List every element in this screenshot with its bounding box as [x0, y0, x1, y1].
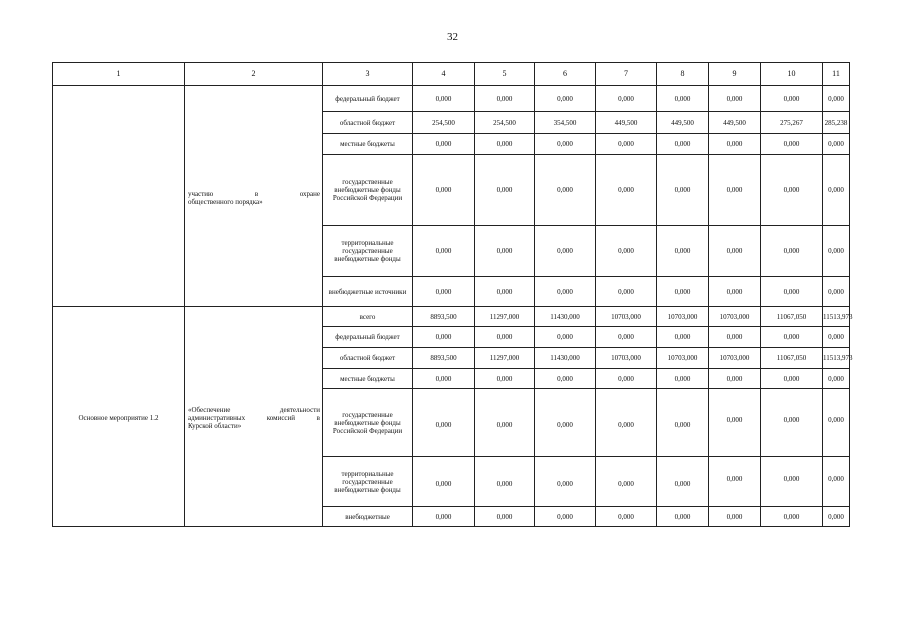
- measure-cell: [53, 86, 185, 307]
- value-cell: 0,000: [657, 507, 709, 527]
- value-cell: 0,000: [657, 457, 709, 507]
- value-cell: 0,000: [761, 457, 823, 507]
- value-cell: 0,000: [475, 134, 535, 155]
- funding-source: государственные внебюджетные фонды Российской Федерации: [323, 155, 413, 226]
- value-cell: 0,000: [761, 327, 823, 348]
- value-cell: 0,000: [709, 389, 761, 457]
- value-cell: 0,000: [596, 327, 657, 348]
- value-cell: 254,500: [475, 112, 535, 134]
- value-cell: 449,500: [657, 112, 709, 134]
- value-cell: 0,000: [596, 155, 657, 226]
- value-cell: 0,000: [709, 507, 761, 527]
- value-cell: 0,000: [823, 86, 850, 112]
- value-cell: 0,000: [657, 155, 709, 226]
- value-cell: 449,500: [709, 112, 761, 134]
- value-cell: 11067,050: [761, 348, 823, 369]
- value-cell: 0,000: [535, 226, 596, 277]
- funding-source: государственные внебюджетные фонды Российской Федерации: [323, 389, 413, 457]
- column-header: 3: [323, 63, 413, 86]
- funding-source: внебюджетные источники: [323, 277, 413, 307]
- value-cell: 10703,000: [596, 348, 657, 369]
- value-cell: 0,000: [657, 369, 709, 389]
- value-cell: 0,000: [823, 369, 850, 389]
- value-cell: 10703,000: [709, 307, 761, 327]
- value-cell: 0,000: [475, 389, 535, 457]
- funding-source: внебюджетные: [323, 507, 413, 527]
- budget-table: [52, 62, 853, 527]
- value-cell: 0,000: [657, 134, 709, 155]
- value-cell: 11067,050: [761, 307, 823, 327]
- description-line: административных комиссий в: [188, 414, 320, 422]
- description-line: Курской области»: [188, 422, 242, 430]
- funding-source: областной бюджет: [323, 112, 413, 134]
- value-cell: 0,000: [657, 86, 709, 112]
- value-cell: 0,000: [413, 389, 475, 457]
- value-cell: 11513,973: [823, 307, 850, 327]
- value-cell: 0,000: [596, 277, 657, 307]
- table-row: [53, 307, 850, 327]
- value-cell: 0,000: [709, 86, 761, 112]
- value-cell: 0,000: [413, 507, 475, 527]
- value-cell: 0,000: [709, 134, 761, 155]
- description-cell: [185, 307, 323, 527]
- funding-source: федеральный бюджет: [323, 327, 413, 348]
- value-cell: 0,000: [709, 457, 761, 507]
- value-cell: 0,000: [475, 155, 535, 226]
- funding-source: территориальные государственные внебюджетные фонды: [323, 226, 413, 277]
- funding-source: местные бюджеты: [323, 369, 413, 389]
- value-cell: 0,000: [475, 226, 535, 277]
- value-cell: 0,000: [823, 134, 850, 155]
- value-cell: 8893,500: [413, 307, 475, 327]
- value-cell: 0,000: [475, 277, 535, 307]
- value-cell: 0,000: [823, 507, 850, 527]
- value-cell: 285,238: [823, 112, 850, 134]
- value-cell: 10703,000: [596, 307, 657, 327]
- value-cell: 0,000: [709, 226, 761, 277]
- description-line: «Обеспечение деятельности: [188, 406, 320, 414]
- table-row: [53, 86, 850, 112]
- funding-source: местные бюджеты: [323, 134, 413, 155]
- value-cell: 0,000: [596, 389, 657, 457]
- value-cell: 0,000: [709, 369, 761, 389]
- value-cell: 0,000: [761, 134, 823, 155]
- value-cell: 354,500: [535, 112, 596, 134]
- table-header-row: [53, 63, 850, 86]
- value-cell: 11297,000: [475, 348, 535, 369]
- value-cell: 0,000: [823, 457, 850, 507]
- column-header: 9: [709, 63, 761, 86]
- value-cell: 0,000: [535, 389, 596, 457]
- value-cell: 254,500: [413, 112, 475, 134]
- column-header: 4: [413, 63, 475, 86]
- value-cell: 0,000: [413, 155, 475, 226]
- value-cell: 0,000: [709, 277, 761, 307]
- measure-name: Основное мероприятие 1.2: [78, 414, 159, 422]
- value-cell: 449,500: [596, 112, 657, 134]
- value-cell: 0,000: [475, 327, 535, 348]
- funding-source: федеральный бюджет: [323, 86, 413, 112]
- funding-source: территориальные государственные внебюджетные фонды: [323, 457, 413, 507]
- value-cell: 0,000: [596, 134, 657, 155]
- measure-cell: [53, 307, 185, 527]
- column-header: 1: [53, 63, 185, 86]
- value-cell: 0,000: [535, 507, 596, 527]
- column-header: 2: [185, 63, 323, 86]
- value-cell: 0,000: [657, 389, 709, 457]
- value-cell: 11430,000: [535, 348, 596, 369]
- value-cell: 0,000: [761, 155, 823, 226]
- value-cell: 0,000: [823, 155, 850, 226]
- value-cell: 11513,973: [823, 348, 850, 369]
- value-cell: 0,000: [823, 226, 850, 277]
- value-cell: 0,000: [709, 327, 761, 348]
- column-header: 11: [823, 63, 850, 86]
- value-cell: 0,000: [413, 134, 475, 155]
- value-cell: 0,000: [823, 327, 850, 348]
- value-cell: 0,000: [657, 277, 709, 307]
- description-line: общественного порядка»: [188, 197, 263, 206]
- column-header: 6: [535, 63, 596, 86]
- page-number: 32: [447, 31, 458, 43]
- value-cell: 0,000: [413, 327, 475, 348]
- column-header: 7: [596, 63, 657, 86]
- value-cell: 0,000: [475, 369, 535, 389]
- value-cell: 0,000: [596, 457, 657, 507]
- column-header: 5: [475, 63, 535, 86]
- value-cell: 0,000: [413, 277, 475, 307]
- value-cell: 10703,000: [657, 348, 709, 369]
- value-cell: 0,000: [657, 327, 709, 348]
- funding-source: областной бюджет: [323, 348, 413, 369]
- value-cell: 0,000: [535, 327, 596, 348]
- value-cell: 0,000: [475, 86, 535, 112]
- value-cell: 0,000: [761, 389, 823, 457]
- column-header: 8: [657, 63, 709, 86]
- column-header: 10: [761, 63, 823, 86]
- value-cell: 0,000: [761, 226, 823, 277]
- value-cell: 11430,000: [535, 307, 596, 327]
- value-cell: 0,000: [413, 226, 475, 277]
- value-cell: 8893,500: [413, 348, 475, 369]
- value-cell: 0,000: [596, 86, 657, 112]
- description-line: участию в охране: [188, 189, 320, 198]
- value-cell: 0,000: [535, 134, 596, 155]
- value-cell: 275,267: [761, 112, 823, 134]
- value-cell: 0,000: [535, 86, 596, 112]
- value-cell: 0,000: [475, 507, 535, 527]
- value-cell: 0,000: [709, 155, 761, 226]
- value-cell: 0,000: [823, 277, 850, 307]
- value-cell: 0,000: [413, 86, 475, 112]
- value-cell: 0,000: [761, 369, 823, 389]
- value-cell: 0,000: [535, 155, 596, 226]
- value-cell: 0,000: [535, 277, 596, 307]
- value-cell: 0,000: [413, 457, 475, 507]
- value-cell: 0,000: [657, 226, 709, 277]
- value-cell: 0,000: [596, 369, 657, 389]
- value-cell: 0,000: [475, 457, 535, 507]
- value-cell: 0,000: [596, 226, 657, 277]
- value-cell: 0,000: [761, 507, 823, 527]
- value-cell: 0,000: [596, 507, 657, 527]
- value-cell: 0,000: [413, 369, 475, 389]
- value-cell: 0,000: [761, 86, 823, 112]
- value-cell: 0,000: [761, 277, 823, 307]
- value-cell: 10703,000: [657, 307, 709, 327]
- description-cell: [185, 86, 323, 307]
- value-cell: 0,000: [823, 389, 850, 457]
- measure-name: [53, 195, 184, 198]
- value-cell: 0,000: [535, 369, 596, 389]
- funding-source: всего: [323, 307, 413, 327]
- value-cell: 11297,000: [475, 307, 535, 327]
- value-cell: 10703,000: [709, 348, 761, 369]
- value-cell: 0,000: [535, 457, 596, 507]
